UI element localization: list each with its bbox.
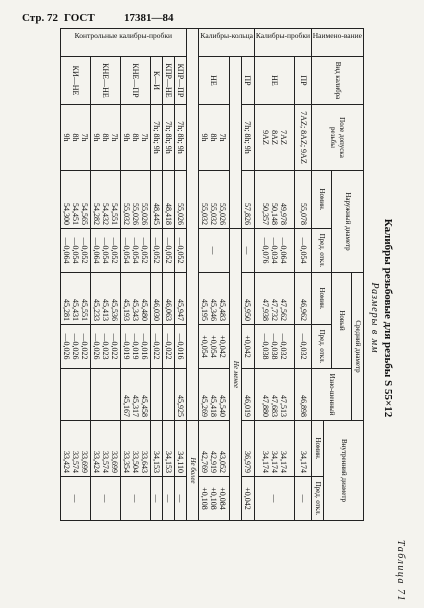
gauge-type: К—И bbox=[151, 57, 163, 105]
cell-sd-pred: —0,016 bbox=[175, 325, 187, 369]
col-header-outer-dev: Пред. откл. bbox=[311, 229, 331, 273]
cell-nd-pred: —0,052 —0,054 —0,064 bbox=[91, 229, 121, 273]
standard-label: ГОСТ bbox=[64, 12, 95, 24]
note-row bbox=[187, 29, 199, 521]
cell-pole: 7h 8h 9h bbox=[91, 105, 121, 171]
col-header-worn: Изно-шенный bbox=[311, 369, 351, 421]
cell-nd-pred: —0,054 bbox=[295, 229, 311, 273]
cell-pole: 7h; 8h; 9h bbox=[175, 105, 187, 171]
cell-vd-nom: 33,643 33,504 33,354 bbox=[121, 421, 151, 477]
cell-vd-nom: 34,153 bbox=[151, 421, 163, 477]
cell-nd-pred: —0,052 —0,054 —0,064 bbox=[61, 229, 91, 273]
cell-pole: 7h 8h 9h bbox=[199, 105, 230, 171]
cell-sd-izn: 46,019 bbox=[242, 369, 254, 421]
cell-sd-pred: —0,022 —0,023 —0,026 bbox=[91, 325, 121, 369]
group-label-probki: Калибры-пробки bbox=[254, 29, 311, 57]
cell-sd-pred: —0,022 —0,026 —0,026 bbox=[61, 325, 91, 369]
cell-nd-nom: 55,026 55,032 55,032 bbox=[199, 171, 230, 229]
gauge-type: КПР—ПР bbox=[175, 57, 187, 105]
cell-vd-pred: +0,042 bbox=[242, 477, 254, 521]
cell-sd-izn: 47,513 47,683 47,880 bbox=[254, 369, 295, 421]
col-header-inner-diameter: Внутренний диаметр bbox=[323, 421, 363, 521]
cell-sd-izn: 45,458 45,317 45,167 bbox=[121, 369, 151, 421]
gauge-type: НЕ bbox=[254, 57, 295, 105]
col-header-middle-dev: Пред. откл. bbox=[311, 325, 331, 369]
cell-sd-nom: 45,536 45,413 45,233 bbox=[91, 273, 121, 325]
cell-nd-pred: —0,064 —0,034 —0,076 bbox=[254, 229, 295, 273]
col-header-inner-dev: Пред. откл. bbox=[311, 477, 323, 521]
cell-pole: 7h; 8h; 9h bbox=[242, 105, 254, 171]
cell-vd-pred: — bbox=[61, 477, 91, 521]
table-number: Таблица 71 bbox=[395, 540, 406, 602]
cell-nd-nom: 55,026 55,026 55,032 bbox=[121, 171, 151, 229]
cell-sd-nom: 47,562 47,732 47,938 bbox=[254, 273, 295, 325]
cell-pole: 7AZ; 8AZ; 9AZ bbox=[295, 105, 311, 171]
limit-note: Не более bbox=[187, 421, 199, 521]
cell-vd-pred: — bbox=[254, 477, 295, 521]
cell-vd-nom: 34,153 bbox=[163, 421, 175, 477]
page-number: Стр. 72 bbox=[22, 12, 58, 24]
col-header-outer-diameter: Наружный диаметр bbox=[331, 171, 363, 273]
cell-sd-nom: 45,483 45,346 45,195 bbox=[199, 273, 230, 325]
col-header-new: Новый bbox=[331, 273, 351, 369]
cell-sd-izn: 45,540 45,418 45,269 bbox=[199, 369, 230, 421]
cell-sd-nom: 46,063 bbox=[163, 273, 175, 325]
cell-pole: 7h 8h 9h bbox=[61, 105, 91, 171]
col-header-name: Наимено-вание bbox=[311, 29, 363, 57]
cell-nd-nom: 54,551 54,432 54,282 bbox=[91, 171, 121, 229]
cell-vd-nom: 33,699 33,574 33,424 bbox=[61, 421, 91, 477]
note-row bbox=[229, 29, 241, 521]
col-header-outer-nom: Номин. bbox=[311, 171, 331, 229]
col-header-vid: Вид калибра bbox=[311, 57, 363, 105]
cell-nd-pred: —0,052 bbox=[175, 229, 187, 273]
cell-sd-nom: 46,030 bbox=[151, 273, 163, 325]
table-body bbox=[61, 29, 364, 521]
cell-nd-nom: 57,826 bbox=[242, 171, 254, 229]
cell-pole: 7h; 8h; 9h bbox=[163, 105, 175, 171]
header-row-1 bbox=[352, 29, 364, 521]
gauge-type: ПР bbox=[242, 57, 254, 105]
table-row bbox=[295, 29, 311, 521]
cell-vd-nom: 34,110 bbox=[175, 421, 187, 477]
cell-vd-nom: 36,979 bbox=[242, 421, 254, 477]
cell-sd-izn: 45,925 bbox=[175, 369, 187, 421]
table-row bbox=[151, 29, 163, 521]
table-row bbox=[254, 29, 295, 521]
cell-sd-pred: +0,042 bbox=[242, 325, 254, 369]
cell-vd-nom: 34,174 34,174 34,174 bbox=[254, 421, 295, 477]
col-header-inner-nom: Номин. bbox=[311, 421, 323, 477]
cell-vd-pred: +0,084 +0,108 +0,108 bbox=[199, 477, 230, 521]
cell-nd-nom: 54,565 54,451 54,300 bbox=[61, 171, 91, 229]
group-label-kolca: Калибры-кольца bbox=[199, 29, 255, 57]
cell-sd-pred: +0,042 +0,054 +0,054 bbox=[199, 325, 230, 369]
gauge-type: КПР—НЕ bbox=[163, 57, 175, 105]
cell-nd-pred: —0,052 bbox=[163, 229, 175, 273]
cell-sd-nom: 45,947 bbox=[175, 273, 187, 325]
gauge-type: КИ—НЕ bbox=[61, 57, 91, 105]
gauge-type: КНЕ—НЕ bbox=[91, 57, 121, 105]
cell-nd-nom: 48,445 bbox=[151, 171, 163, 229]
cell-vd-pred: — bbox=[295, 477, 311, 521]
cell-vd-pred: — bbox=[151, 477, 163, 521]
table-title: Калибры резьбовые для резьбы S 55×12 bbox=[382, 218, 394, 418]
table-row bbox=[199, 29, 230, 521]
gauge-type: ПР bbox=[295, 57, 311, 105]
cell-nd-pred: —0,052 —0,054 —0,054 bbox=[121, 229, 151, 273]
cell-sd-izn bbox=[163, 369, 175, 421]
col-header-middle-nom: Номин. bbox=[311, 273, 331, 325]
cell-sd-izn bbox=[91, 369, 121, 421]
cell-sd-izn bbox=[61, 369, 91, 421]
col-header-middle-diameter: Средний диаметр bbox=[352, 273, 364, 421]
group-label-kontr: Контрольные калибры-пробки bbox=[61, 29, 187, 57]
cell-sd-pred: —0,022 bbox=[163, 325, 175, 369]
cell-vd-pred: — bbox=[163, 477, 175, 521]
cell-sd-izn: 46,898 bbox=[295, 369, 311, 421]
table-row bbox=[163, 29, 175, 521]
cell-sd-nom: 45,551 45,431 45,281 bbox=[61, 273, 91, 325]
limit-note: Не менее bbox=[229, 229, 241, 521]
cell-sd-pred: —0,016 —0,019 —0,019 bbox=[121, 325, 151, 369]
table-row bbox=[61, 29, 91, 521]
cell-vd-nom: 33,699 33,574 33,424 bbox=[91, 421, 121, 477]
standard-number: 17381—84 bbox=[124, 12, 174, 24]
table-row bbox=[242, 29, 254, 521]
cell-nd-pred: — bbox=[199, 229, 230, 273]
cell-sd-nom: 45,480 45,343 45,193 bbox=[121, 273, 151, 325]
rotated-table-area bbox=[16, 28, 406, 608]
cell-nd-nom: 55,078 bbox=[295, 171, 311, 229]
cell-vd-pred: — bbox=[121, 477, 151, 521]
cell-sd-pred: —0,032 bbox=[295, 325, 311, 369]
gauge-type: КНЕ—ПР bbox=[121, 57, 151, 105]
cell-nd-pred: —0,052 bbox=[151, 229, 163, 273]
cell-vd-pred: — bbox=[91, 477, 121, 521]
cell-vd-nom: 34,174 bbox=[295, 421, 311, 477]
cell-sd-pred: —0,032 —0,038 —0,038 bbox=[254, 325, 295, 369]
cell-vd-pred: — bbox=[175, 477, 187, 521]
gauge-type: НЕ bbox=[199, 57, 230, 105]
cell-nd-nom: 55,026 bbox=[175, 171, 187, 229]
col-header-pole: Поле допуска резьбы bbox=[311, 105, 363, 171]
cell-nd-nom: 48,418 bbox=[163, 171, 175, 229]
table-row bbox=[121, 29, 151, 521]
cell-pole: 7AZ 8AZ 9AZ bbox=[254, 105, 295, 171]
cell-pole: 7h 8h 9h bbox=[121, 105, 151, 171]
table-row bbox=[175, 29, 187, 521]
cell-sd-izn bbox=[151, 369, 163, 421]
cell-vd-nom: 43,052 42,919 42,769 bbox=[199, 421, 230, 477]
cell-sd-pred: —0,022 bbox=[151, 325, 163, 369]
cell-nd-nom: 49,978 50,148 50,357 bbox=[254, 171, 295, 229]
table-subtitle: Размеры в мм bbox=[369, 282, 380, 354]
cell-sd-nom: 45,950 bbox=[242, 273, 254, 325]
gauge-dimensions-table bbox=[60, 28, 364, 521]
table-row bbox=[91, 29, 121, 521]
cell-pole: 7h; 8h; 9h bbox=[151, 105, 163, 171]
cell-sd-nom: 46,962 bbox=[295, 273, 311, 325]
cell-nd-pred: — bbox=[242, 229, 254, 273]
